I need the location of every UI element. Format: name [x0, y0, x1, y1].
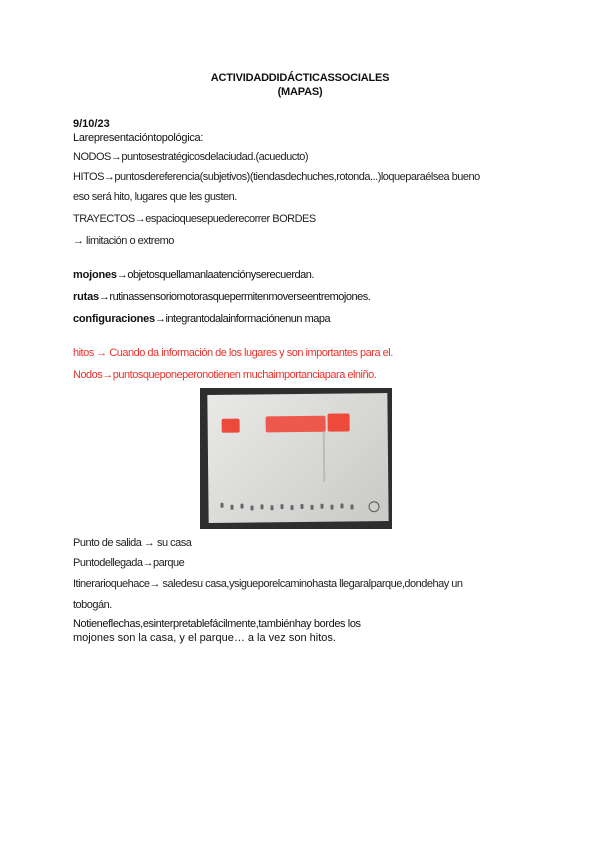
configuraciones-line: [73, 312, 330, 326]
path-mark: [220, 503, 223, 508]
path-mark: [350, 504, 353, 509]
notiene-line: Notieneflechas,esinterpretablefácilmente,tambiénhay bordes los: [73, 618, 361, 630]
mojones-final-line: mojones son la casa, y el parque… a la vez son hitos.: [73, 632, 336, 644]
red-note-nodos: Nodos→puntosqueponeperonotienen muchaimportanciapara elniño.: [73, 369, 377, 381]
path-mark: [290, 505, 293, 510]
configuraciones-definition: →integrantodalainformaciónenun mapa: [154, 313, 331, 325]
path-line: [323, 432, 326, 482]
document-subtitle: (MAPAS): [277, 86, 323, 98]
hitos-line-1: HITOS→puntosdereferencia(subjetivos)(tiendasdechuches,rotonda...)loqueparaélsea bueno: [73, 171, 480, 183]
rutas-term: rutas: [73, 291, 99, 303]
path-mark: [280, 504, 283, 509]
path-mark: [330, 505, 333, 510]
path-mark: [320, 504, 323, 509]
mojones-definition: →objetosquellamanlaatenciónyserecuerdan.: [116, 269, 314, 281]
limitacion-line: → limitación o extremo: [73, 235, 174, 247]
itinerario-line-2: tobogán.: [73, 599, 112, 611]
path-mark: [240, 504, 243, 509]
child-drawing-photo: [200, 388, 392, 529]
nodos-line: NODOS→puntosestratégicosdelaciudad.(acueducto): [73, 151, 309, 163]
rutas-line: [73, 290, 370, 304]
drawing-paper: [207, 393, 388, 523]
slide-drawing: [328, 413, 350, 431]
house-drawing: [222, 419, 240, 433]
path-mark: [260, 504, 263, 509]
mojones-line: [73, 268, 314, 282]
configuraciones-term: configuraciones: [73, 313, 155, 325]
hitos-line-2: eso será hito, lugares que les gusten.: [73, 191, 237, 203]
mojones-term: mojones: [73, 269, 117, 281]
path-mark: [250, 505, 253, 510]
circle-mark: [368, 501, 379, 512]
llegada-line: Puntodellegada→parque: [73, 557, 185, 569]
red-note-hitos: hitos → Cuando da información de los lugares y son importantes para el.: [73, 347, 393, 359]
path-mark: [230, 505, 233, 510]
path-mark: [300, 504, 303, 509]
salida-line: Punto de salida → su casa: [73, 537, 192, 549]
path-mark: [310, 505, 313, 510]
trayectos-line: TRAYECTOS→espacioquesepuederecorrer BORDES: [73, 213, 316, 225]
date: 9/10/23: [73, 118, 110, 130]
path-mark: [270, 505, 273, 510]
path-mark: [340, 504, 343, 509]
document-title: ACTIVIDADDIDÁCTICASSOCIALES: [210, 72, 390, 84]
rutas-definition: →rutinassensoriomotorasquepermitenmoverseentremojones.: [98, 291, 371, 303]
park-drawing: [266, 416, 326, 433]
itinerario-line-1: Itinerarioquehace→ saledesu casa,ysigueporelcaminohasta llegaralparque,dondehay un: [73, 578, 463, 590]
intro-line: Larepresentacióntopológica:: [73, 132, 204, 144]
